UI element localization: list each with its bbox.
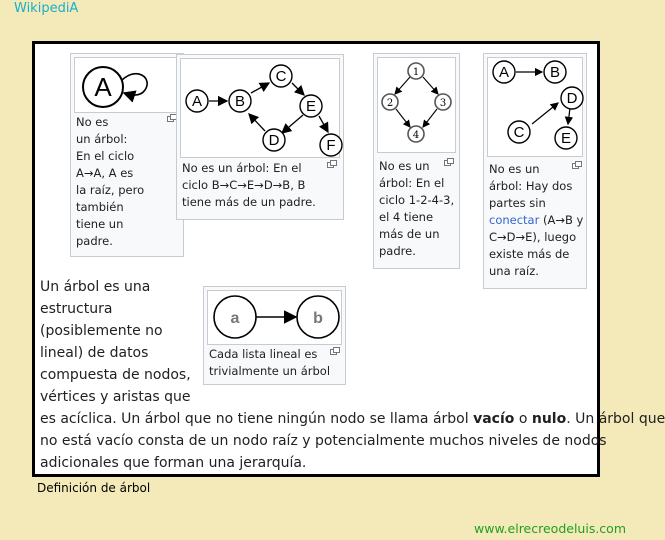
self-loop-graph (75, 58, 179, 112)
node-label: B (234, 93, 246, 110)
figure-caption: No es un árbol: En el ciclo A→A, A es la raíz, pero también tiene un padre. (76, 115, 145, 248)
magnify-icon[interactable] (327, 160, 337, 168)
node-label: A (94, 72, 112, 102)
node-label: F (326, 137, 336, 154)
node-label: A (191, 93, 203, 110)
node-label: B (549, 64, 561, 81)
node-label: 1 (412, 67, 420, 78)
figure-image[interactable] (74, 57, 180, 113)
figure-caption: No es un árbol: En el ciclo 1-2-4-3, el 4 tiene más de un padre. (379, 159, 455, 258)
figure-cycle-1243 (373, 53, 460, 269)
node-label: D (566, 90, 578, 107)
node-label: C (275, 68, 287, 85)
graph-edge (122, 74, 147, 95)
wikipedia-logo-text: WikipediA (14, 1, 79, 16)
figure-caption: No es un árbol: Hay dos partes sin conectar (A→B y C→D→E), luego existe más de una raíz. (489, 162, 584, 278)
figure-self-loop (70, 53, 184, 257)
node-label: E (560, 130, 572, 147)
disconnected-graph (488, 58, 582, 156)
conectar-link[interactable]: conectar (489, 213, 540, 227)
node-label: D (268, 132, 280, 149)
node-label: C (513, 124, 525, 141)
node-label: A (498, 64, 510, 81)
node-label: 2 (386, 98, 394, 109)
diamond-graph (378, 58, 455, 152)
figure-caption: No es un árbol: En el ciclo B→C→E→D→B, B tiene más de un padre. (182, 161, 316, 209)
content-frame (32, 41, 665, 477)
figure-cycle-bcedb (176, 54, 344, 220)
figure-image[interactable] (377, 57, 456, 153)
site-url: www.elrecreodeluis.com (474, 521, 626, 536)
image-caption: Definición de árbol (37, 481, 151, 495)
figure-image[interactable] (180, 58, 340, 158)
node-label: 4 (412, 130, 420, 141)
figure-image[interactable] (487, 57, 583, 157)
node-label: a (230, 310, 240, 327)
figure-two-parts (483, 53, 587, 289)
definition-paragraph: Un árbol es una estructura (posiblemente no lineal) de datos compuesta de nodos, vértices y aristas que es acíclica. Un árbol que no tiene ningún nodo se llama árbol vacío o nulo. Un árbol que no está vacío consta de un nodo raíz y potencialmente muchos niveles de nodos adicionales que forman una jerarquía. (40, 279, 665, 471)
node-label: 3 (439, 98, 447, 109)
figure-caption: Cada lista lineal es trivialmente un árbol (209, 347, 331, 378)
node-label: E (305, 98, 317, 115)
bold-term: nulo (531, 411, 567, 427)
bold-term: vacío (473, 411, 515, 427)
cycle-graph (181, 59, 339, 157)
node-label: b (313, 310, 323, 327)
